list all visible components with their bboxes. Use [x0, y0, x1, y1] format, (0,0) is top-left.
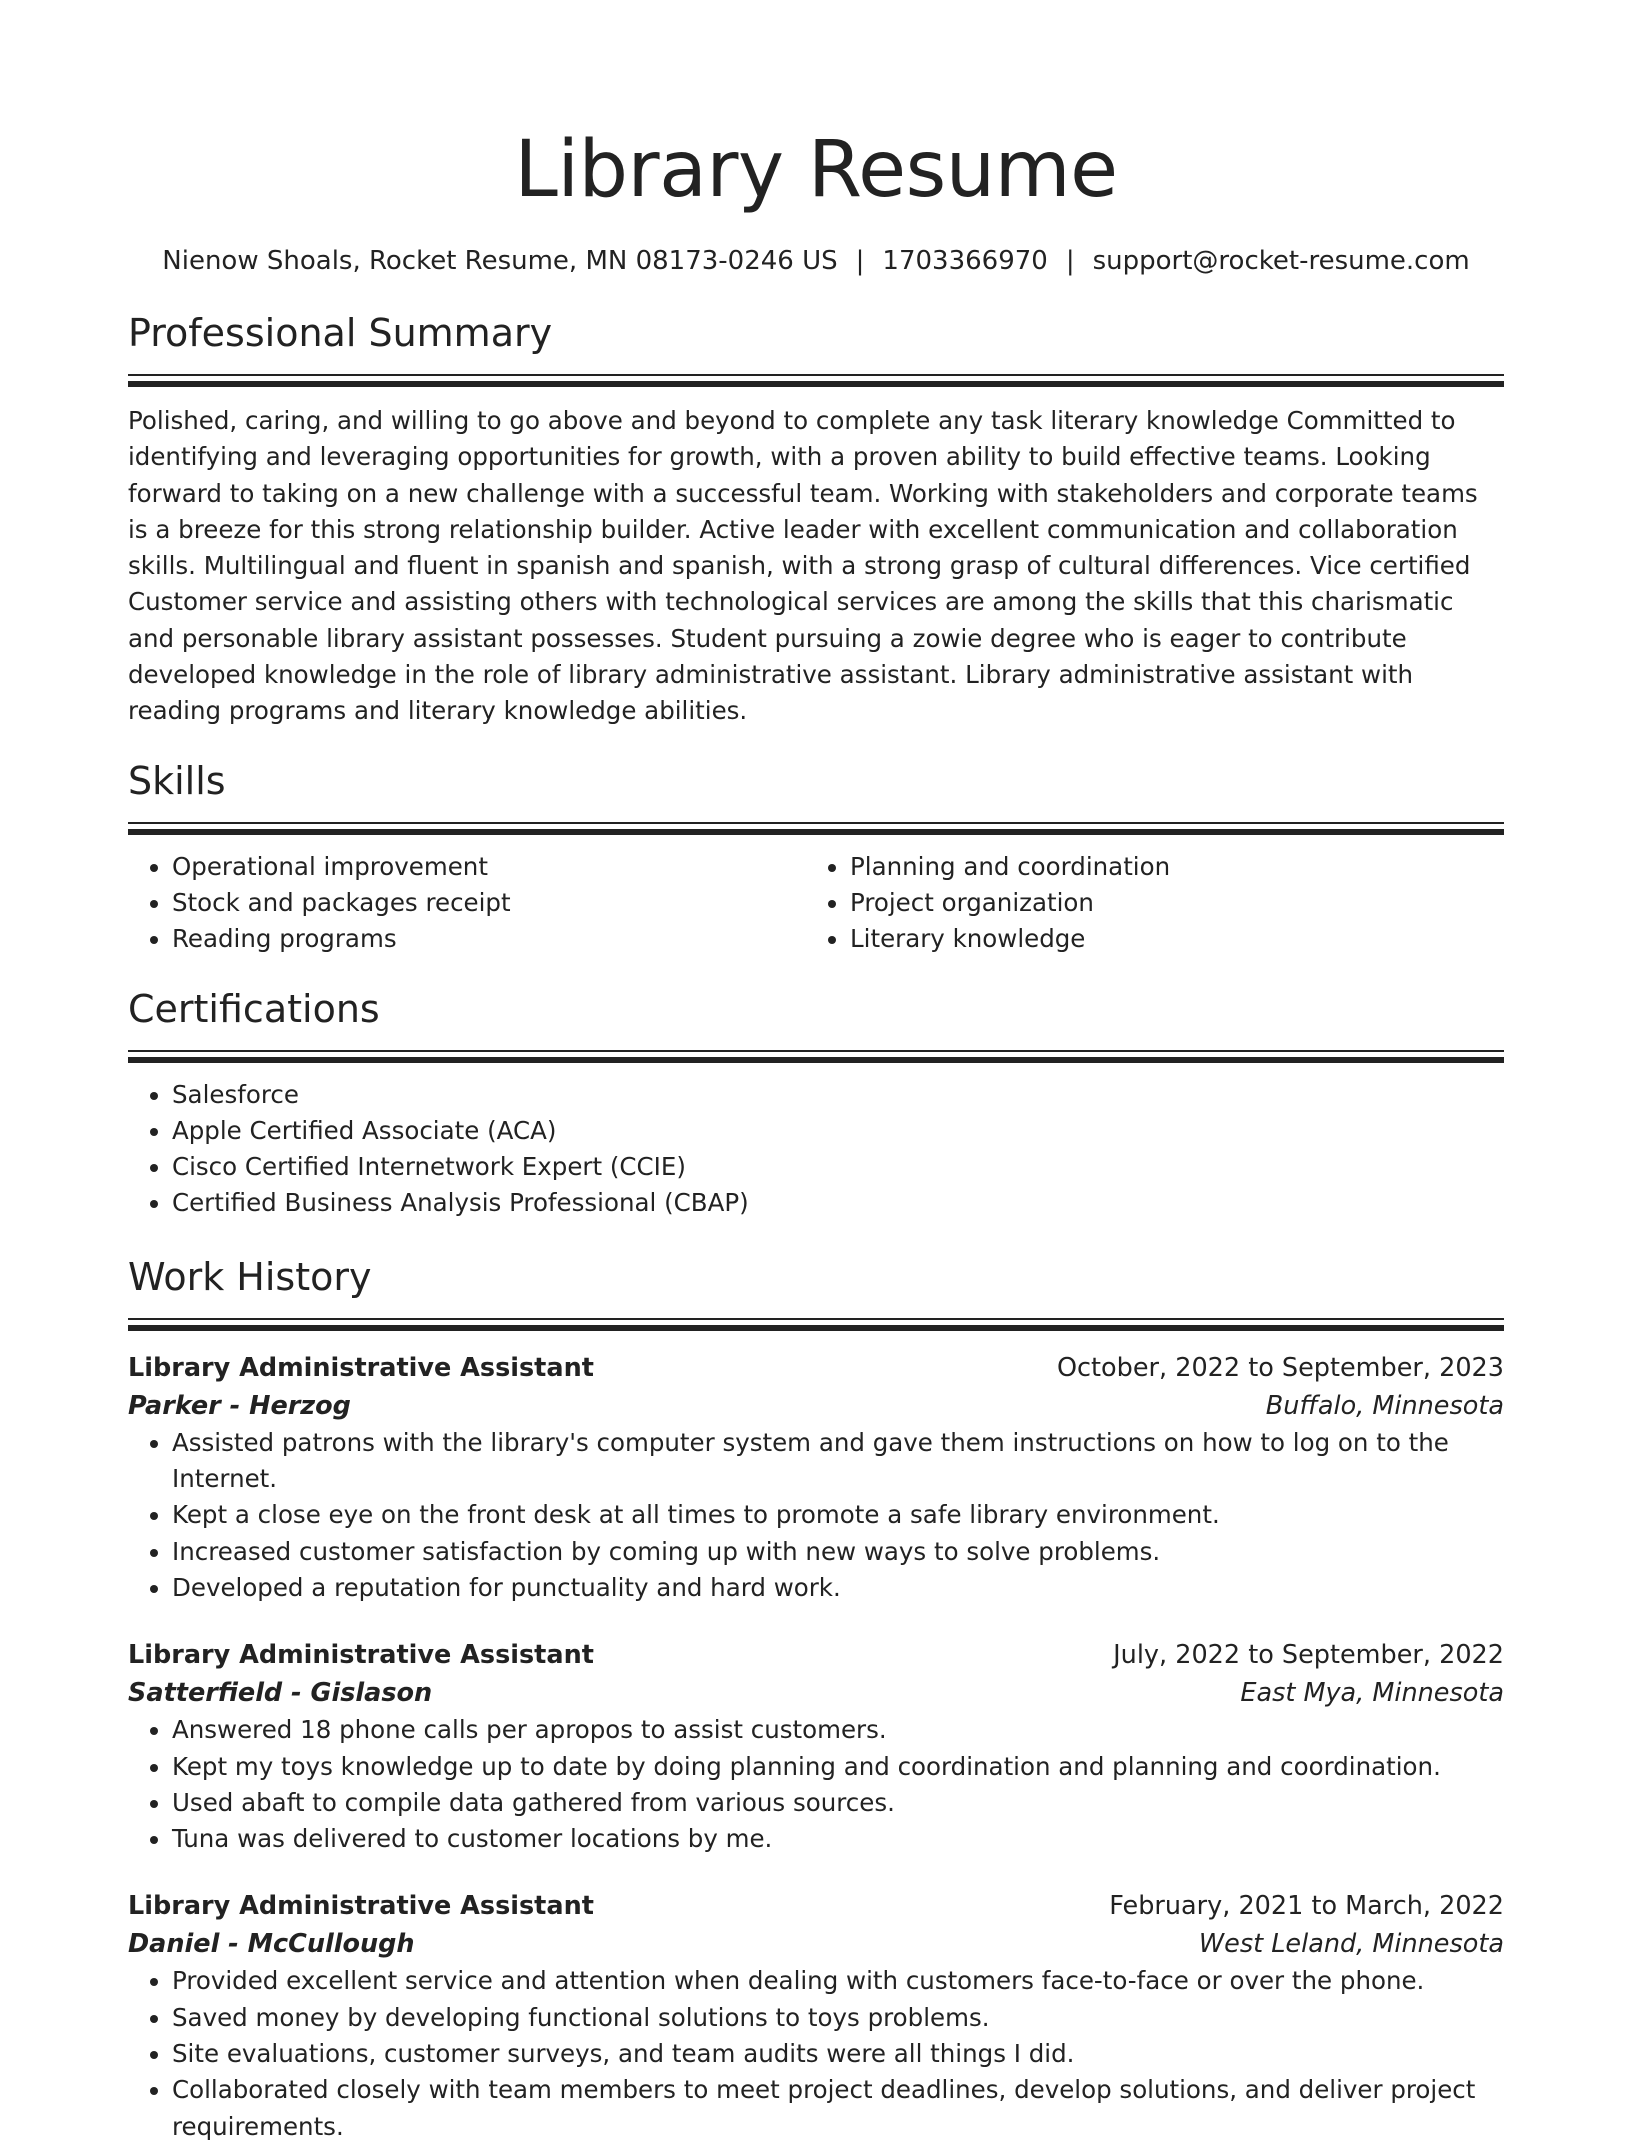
job-bullet: • Assisted patrons with the library's computer system and gave them instructions on how to log on to the Internet.: [172, 1425, 1504, 1498]
skills-column-left: [128, 849, 806, 958]
resume-page: [128, 0, 1504, 2145]
section-title-work-history: Work History: [128, 1254, 372, 1299]
job-entry: [128, 1349, 1504, 1606]
section-divider: [128, 1050, 1504, 1063]
skill-item: • Planning and coordination: [850, 849, 1484, 885]
job-bullet: • Kept a close eye on the front desk at all times to promote a safe library environment.: [172, 1497, 1504, 1533]
certification-item: • Apple Certified Associate (ACA): [172, 1113, 1504, 1149]
contact-separator: |: [855, 246, 865, 276]
skill-item: • Stock and packages receipt: [172, 885, 806, 921]
job-dates: October, 2022 to September, 2023: [1056, 1352, 1504, 1383]
job-bullet: • Used abaft to compile data gathered from various sources.: [172, 1785, 1504, 1821]
job-bullet: • Saved money by developing functional solutions to toys problems.: [172, 2000, 1504, 2036]
skill-item: • Reading programs: [172, 921, 806, 957]
job-bullet: • Provided excellent service and attention when dealing with customers face-to-face or over the phone.: [172, 1963, 1504, 1999]
section-title-summary: Professional Summary: [128, 311, 553, 355]
certification-item: • Certified Business Analysis Professional (CBAP): [172, 1185, 1504, 1221]
skills-column-right: [806, 849, 1484, 958]
job-entry: [128, 1887, 1504, 2144]
skills-grid: [128, 849, 1504, 958]
work-history-section: [128, 1252, 1504, 2145]
contact-phone: 1703366970: [882, 246, 1048, 276]
contact-line: [128, 244, 1504, 278]
job-title: Library Administrative Assistant: [128, 1891, 594, 1922]
job-company: Satterfield - Gislason: [128, 1678, 433, 1709]
section-divider: [128, 1318, 1504, 1331]
job-bullet: • Kept my toys knowledge up to date by doing planning and coordination and planning and coordination.: [172, 1749, 1504, 1785]
skills-section: [128, 756, 1504, 958]
job-location: East Mya, Minnesota: [1240, 1678, 1504, 1709]
job-bullet: • Site evaluations, customer surveys, and team audits were all things I did.: [172, 2036, 1504, 2072]
skill-item: • Literary knowledge: [850, 921, 1484, 957]
section-title-certifications: Certifications: [128, 986, 380, 1031]
skill-item: • Operational improvement: [172, 849, 806, 885]
job-location: Buffalo, Minnesota: [1265, 1390, 1504, 1421]
section-divider: [128, 822, 1504, 835]
certifications-section: [128, 984, 1504, 1222]
contact-address: Nienow Shoals, Rocket Resume, MN 08173-0246 US: [162, 246, 838, 276]
job-dates: February, 2021 to March, 2022: [1109, 1891, 1504, 1922]
job-title: Library Administrative Assistant: [128, 1640, 594, 1671]
certification-item: • Cisco Certified Internetwork Expert (CCIE): [172, 1149, 1504, 1185]
job-title: Library Administrative Assistant: [128, 1352, 594, 1383]
summary-text: Polished, caring, and willing to go above and beyond to complete any task literary knowledge Committed to identifying and leveraging opportunities for growth, with a proven ability to build effective teams. Looking forward to taking on a new challenge with a successful team. Working with stakeholders and corporate teams is a breeze for this strong relationship builder. Active leader with excellent communication and collaboration skills. Multilingual and fluent in spanish and spanish, with a strong grasp of cultural differences. Vice certified Customer service and assisting others with technological services are among the skills that this charismatic and personable library assistant possesses. Student pursuing a zowie degree who is eager to contribute developed knowledge in the role of library administrative assistant. Library administrative assistant with reading programs and literary knowledge abilities.: [128, 406, 1478, 726]
section-divider: [128, 374, 1504, 387]
certification-item: • Salesforce: [172, 1077, 1504, 1113]
job-company: Daniel - McCullough: [128, 1929, 415, 1960]
job-bullet: • Developed a reputation for punctuality and hard work.: [172, 1570, 1504, 1606]
job-bullet: • Increased customer satisfaction by coming up with new ways to solve problems.: [172, 1534, 1504, 1570]
summary-section: [128, 308, 1504, 730]
contact-separator: |: [1065, 246, 1075, 276]
job-bullet: • Collaborated closely with team members to meet project deadlines, develop solutions, and deliver project requirements.: [172, 2072, 1504, 2145]
job-bullet: • Tuna was delivered to customer locations by me.: [172, 1821, 1504, 1857]
job-dates: July, 2022 to September, 2022: [1113, 1640, 1504, 1671]
resume-name: Library Resume: [514, 125, 1118, 215]
section-title-skills: Skills: [128, 758, 226, 803]
job-location: West Leland, Minnesota: [1198, 1929, 1504, 1960]
skill-item: • Project organization: [850, 885, 1484, 921]
job-company: Parker - Herzog: [128, 1390, 351, 1421]
job-bullet: • Answered 18 phone calls per apropos to assist customers.: [172, 1712, 1504, 1748]
contact-email: support@rocket-resume.com: [1092, 246, 1470, 276]
job-entry: [128, 1636, 1504, 1857]
